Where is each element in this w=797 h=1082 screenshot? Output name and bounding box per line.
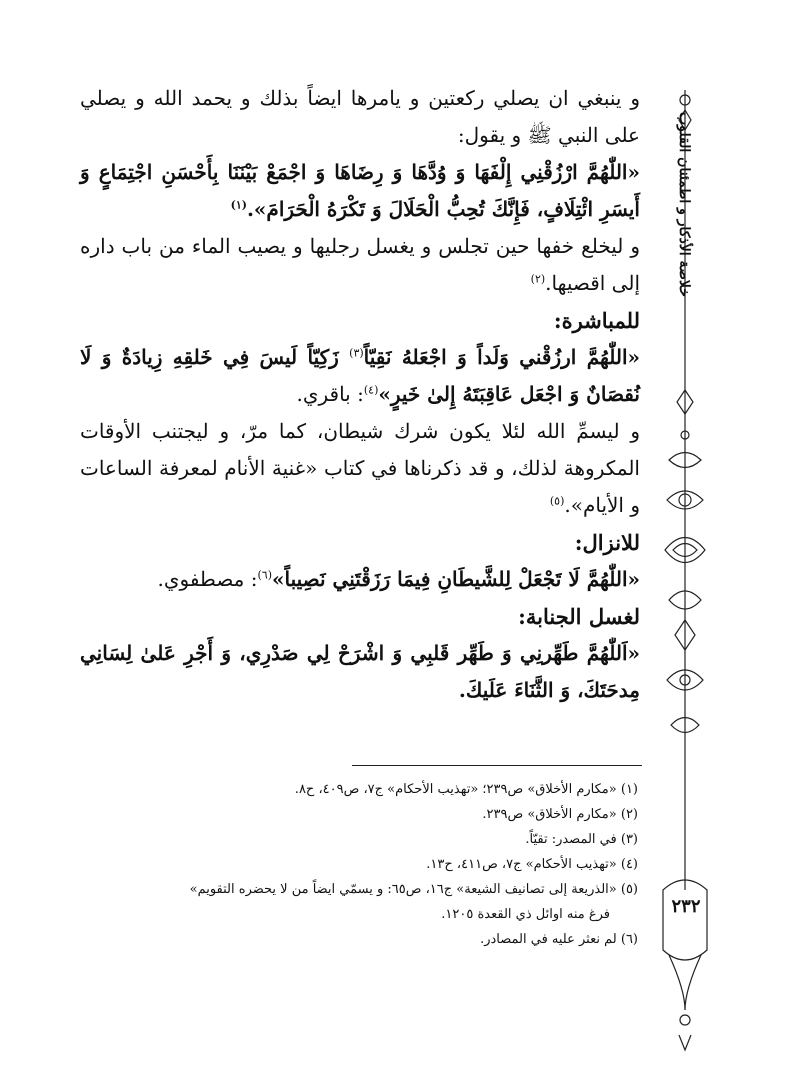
paragraph xyxy=(80,80,640,154)
footnote-ref[interactable]: (٥) xyxy=(549,494,565,508)
paragraph-text: و ليسمِّ الله لئلا يكون شرك شيطان، كما مرّ، و ليجتنب الأوقات المكروهة لذلك، و قد ذكرناها في كتاب «غنية الأنام لمعرفة الساعات و الأيام». xyxy=(80,419,640,517)
footnote: (٥) «الذريعة إلى تصانيف الشيعة» ج١٦، ص٦٥: و يسمّي ايضاً من لا يحضره التقويم» xyxy=(189,882,638,897)
supplication-text: زَكِيّاً لَيسَ فِي خَلقِهِ زِيادَةٌ وَ لَا نُقصَانٌ وَ اجْعَل عَاقِبَتَهُ إِلىٰ خَيرٍ» xyxy=(80,345,640,406)
footnote-ref[interactable]: (٤) xyxy=(363,383,379,397)
footnote-ref[interactable]: (٦) xyxy=(257,568,273,582)
supplication-text: «اللّٰهُمَّ لَا تَجْعَلْ لِلشَّيطَانِ فِيمَا رَزَقْتَنِي نَصِيباً» xyxy=(272,567,640,591)
footnotes xyxy=(40,777,638,952)
supplication xyxy=(80,561,640,598)
footnote: (٣) في المصدر: تقيّاً. xyxy=(525,832,638,847)
section-heading: للمباشرة: xyxy=(553,308,640,333)
paragraph-text: و ليخلع خفها حين تجلس و يغسل رجليها و يصيب الماء من باب داره إلى اقصيها. xyxy=(80,234,640,295)
source-note: : مصطفوي. xyxy=(157,567,258,591)
footnote-ref[interactable]: (١) xyxy=(230,198,247,212)
main-text xyxy=(80,80,640,709)
supplication xyxy=(80,154,640,228)
source-note: : باقري. xyxy=(296,382,364,406)
footnote: (٦) لم نعثر عليه في المصادر. xyxy=(480,932,638,947)
supplication-text: «اللّٰهُمَّ ارزُقْني وَلَداً وَ اجْعَلهُ نَقِيّاً xyxy=(363,345,641,369)
footnote: (٢) «مكارم الأخلاق» ص٢٣٩. xyxy=(482,807,638,822)
running-title: خلاصة الأذكار و اطمئنان القلوب xyxy=(676,112,692,297)
supplication xyxy=(80,635,640,709)
footnote: (٤) «تهذيب الأحكام» ج٧، ص٤١١، ح١٣. xyxy=(426,857,638,872)
section-heading: لغسل الجنابة: xyxy=(518,604,640,629)
footnote-ref[interactable]: (٣) xyxy=(349,346,364,360)
paragraph-line: و ينبغي ان يصلي ركعتين و يامرها ايضاً بذلك و يحمد الله و xyxy=(135,86,640,110)
supplication-text: «اللّٰهُمَّ ارْزُقْنِي إِلْفَهَا وَ وُدَّهَا وَ رِضَاهَا وَ اجْمَعْ بَيْنَنَا بِأَحْسَنِ اجْتِمَاعٍ وَ أَيسَرِ ائْتِلَافٍ، فَإِنَّكَ تُحِبُّ الْحَلَالَ وَ تَكْرَهُ الْحَرَامَ». xyxy=(80,160,640,221)
supplication xyxy=(80,339,640,413)
paragraph xyxy=(80,413,640,524)
section-heading: للانزال: xyxy=(574,530,640,555)
footnote-continuation: فرغ منه اوائل ذي القعدة ١٢٠٥. xyxy=(441,907,610,922)
footnote-ref[interactable]: (٢) xyxy=(530,272,546,286)
paragraph-line: يصلي على النبي ﷺ و يقول: xyxy=(80,86,640,147)
supplication-text: «اَللّٰهُمَّ طَهِّرنِي وَ طَهِّر قَلبِي وَ اشْرَحْ لِي صَدْرِي، وَ أَجْرِ عَلىٰ لِسَانِي مِدحَتَكَ، وَ الثَّنَاءَ عَلَيكَ. xyxy=(80,641,640,702)
page-number: ٢٣٢ xyxy=(671,896,701,917)
footnote-divider xyxy=(352,765,642,766)
footnote: (١) «مكارم الأخلاق» ص٢٣٩؛ «تهذيب الأحكام» ج٧، ص٤٠٩، ح٨. xyxy=(294,782,638,797)
paragraph xyxy=(80,228,640,302)
